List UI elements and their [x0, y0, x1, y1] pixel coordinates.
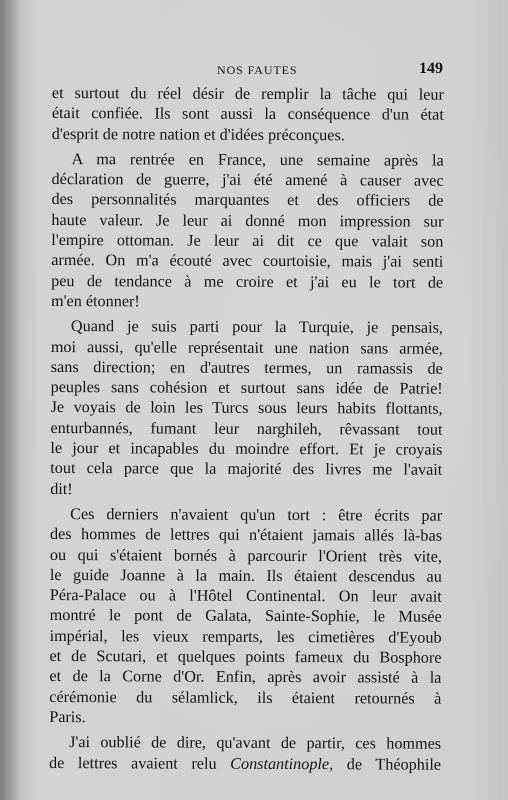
text-line: Péra-Palace ou à l'Hôtel Continental. On leur avait	[49, 586, 442, 606]
text-line: Quand je suis parti pour la Turquie, je pensais,	[70, 317, 443, 337]
text-line: Paris.	[49, 707, 86, 727]
text-line: A ma rentrée en France, une semaine après la	[71, 149, 444, 170]
text-line: des hommes de lettres qui n'étaient jamais allés là-bas	[49, 525, 443, 545]
text-line: tout cela parce que la majorité des livres me l'avait	[50, 459, 443, 480]
text-line: J'ai oublié de dire, qu'avant de partir, ces hommes	[69, 733, 442, 753]
text-line: m'en étonner!	[51, 291, 140, 311]
gutter-shadow	[0, 0, 22, 800]
text-line-with-title	[49, 752, 441, 774]
text-line: était confiée. Ils sont aussi la conséquence d'un état	[51, 104, 444, 125]
text-line: et de la Corne d'Or. Enfin, après avoir assisté à la	[49, 667, 442, 688]
text-line: armée. On m'a écouté avec courtoisie, mais j'ai senti	[51, 251, 444, 272]
text-line: ou qui s'étaient bornés à parcourir l'Orient très vite,	[49, 545, 442, 566]
paragraph	[49, 732, 441, 774]
paragraph	[51, 149, 444, 313]
text-line: peu de tendance à me croire et j'ai eu le tort de	[51, 271, 444, 292]
text-line: haute valeur. Je leur ai donné mon impression sur	[51, 210, 444, 231]
text-line: et surtout du réel désir de remplir la tâche qui leur	[51, 83, 444, 104]
running-head	[52, 60, 452, 80]
paragraph	[52, 83, 444, 146]
paragraph	[50, 316, 443, 500]
text-line: moi aussi, qu'elle représentait une nation sans armée,	[50, 337, 443, 358]
body-text	[49, 83, 444, 775]
line-text-before: de lettres avaient relu	[48, 753, 231, 773]
text-line: déclaration de guerre, j'ai été amené à causer avec	[51, 170, 444, 190]
text-line: impérial, les vieux remparts, les cimetières d'Eyoub	[49, 626, 442, 647]
text-line: montré le pont de Galata, Sainte-Sophie, le Musée	[49, 606, 442, 627]
text-line: le guide Joanne à la main. Ils étaient descendus au	[49, 565, 442, 586]
text-line: Ces derniers n'avaient qu'un tort : être écrits par	[70, 505, 443, 525]
text-line: le jour et incapables du moindre effort. Et je croyais	[50, 439, 443, 459]
text-line: des personnalités marquantes et des officiers de	[51, 190, 444, 211]
text-line: l'empire ottoman. Je leur ai dit ce que valait son	[51, 231, 444, 251]
text-line: d'esprit de notre nation et d'idées préconçues.	[51, 124, 345, 144]
book-title: Constantinople	[230, 754, 330, 773]
line-text-after: , de Théophile	[329, 754, 442, 774]
text-line: cérémonie du sélamlick, ils étaient retournés à	[49, 687, 442, 708]
paragraph	[49, 504, 442, 729]
page-number: 149	[419, 60, 443, 77]
text-line: Je voyais de loin les Turcs sous leurs habits flottants,	[50, 398, 443, 419]
text-line: sans direction; en d'autres termes, un ramassis de	[50, 357, 443, 378]
text-line: peuples sans cohésion et surtout sans idée de Patrie!	[50, 378, 443, 398]
text-line: et de Scutari, et quelques points fameux du Bosphore	[49, 647, 442, 667]
text-line: enturbannés, fumant leur narghileh, rêvassant tout	[50, 418, 443, 439]
running-title: NOS FAUTES	[217, 63, 298, 77]
text-line: dit!	[50, 479, 73, 498]
